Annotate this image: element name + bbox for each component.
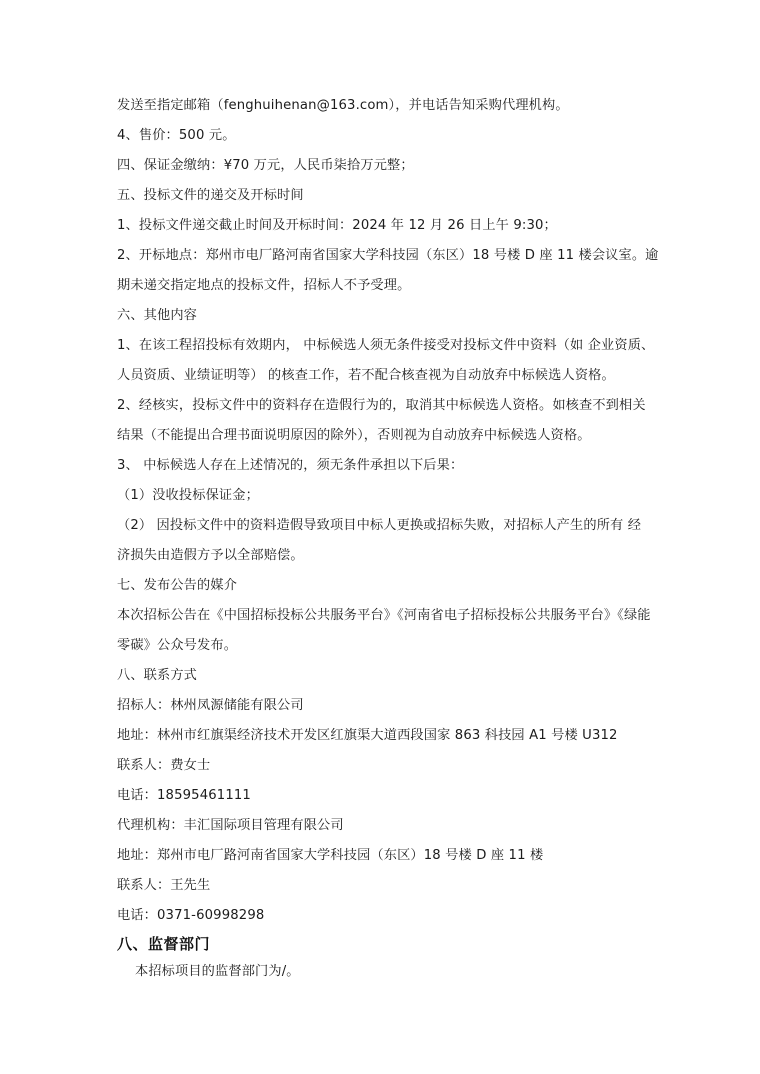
contact-line: 联系人：王先生 bbox=[117, 878, 211, 893]
text-line: 4、售价：500 元。 bbox=[117, 128, 236, 143]
contact-line: 招标人：林州凤源储能有限公司 bbox=[117, 698, 304, 713]
text-line: 1、在该工程招投标有效期内， 中标候选人须无条件接受对投标文件中资料（如 企业资质、 bbox=[117, 338, 655, 353]
text-line: 2、经核实，投标文件中的资料存在造假行为的，取消其中标候选人资格。如核查不到相关 bbox=[117, 398, 646, 413]
contact-line: 代理机构：丰汇国际项目管理有限公司 bbox=[117, 818, 344, 833]
text-line: 期未递交指定地点的投标文件，招标人不予受理。 bbox=[117, 278, 411, 293]
contact-line: 电话：0371-60998298 bbox=[117, 908, 265, 923]
text-line: 3、 中标候选人存在上述情况的，须无条件承担以下后果： bbox=[117, 458, 464, 473]
supervision-heading: 八、监督部门 bbox=[117, 935, 211, 953]
text-line: （1）没收投标保证金； bbox=[117, 488, 259, 503]
section-heading: 七、发布公告的媒介 bbox=[117, 578, 238, 593]
supervision-text: 本招标项目的监督部门为/。 bbox=[135, 964, 300, 979]
text-line: 结果（不能提出合理书面说明原因的除外），否则视为自动放弃中标候选人资格。 bbox=[117, 428, 591, 443]
section-heading: 八、联系方式 bbox=[117, 668, 198, 683]
section-heading: 六、其他内容 bbox=[117, 308, 198, 323]
text-line: 零碳》公众号发布。 bbox=[117, 638, 238, 653]
text-line: 2、开标地点：郑州市电厂路河南省国家大学科技园（东区）18 号楼 D 座 11 楼会议室。逾 bbox=[117, 248, 659, 263]
text-line: （2） 因投标文件中的资料造假导致项目中标人更换或招标失败，对招标人产生的所有 经 bbox=[117, 518, 642, 533]
section-heading: 五、投标文件的递交及开标时间 bbox=[117, 188, 304, 203]
contact-line: 地址：林州市红旗渠经济技术开发区红旗渠大道西段国家 863 科技园 A1 号楼 U312 bbox=[117, 728, 618, 743]
text-line: 人员资质、业绩证明等） 的核查工作，若不配合核查视为自动放弃中标候选人资格。 bbox=[117, 368, 615, 383]
contact-line: 联系人：费女士 bbox=[117, 758, 211, 773]
text-line: 1、投标文件递交截止时间及开标时间：2024 年 12 月 26 日上午 9:30； bbox=[117, 218, 557, 233]
text-line: 发送至指定邮箱（fenghuihenan@163.com），并电话告知采购代理机构。 bbox=[117, 98, 569, 113]
contact-line: 电话：18595461111 bbox=[117, 788, 251, 803]
text-line: 本次招标公告在《中国招标投标公共服务平台》《河南省电子招标投标公共服务平台》《绿能 bbox=[117, 608, 651, 623]
text-line: 四、保证金缴纳：¥70 万元，人民币柒拾万元整； bbox=[117, 158, 414, 173]
contact-line: 地址：郑州市电厂路河南省国家大学科技园（东区）18 号楼 D 座 11 楼 bbox=[117, 848, 544, 863]
text-line: 济损失由造假方予以全部赔偿。 bbox=[117, 548, 304, 563]
